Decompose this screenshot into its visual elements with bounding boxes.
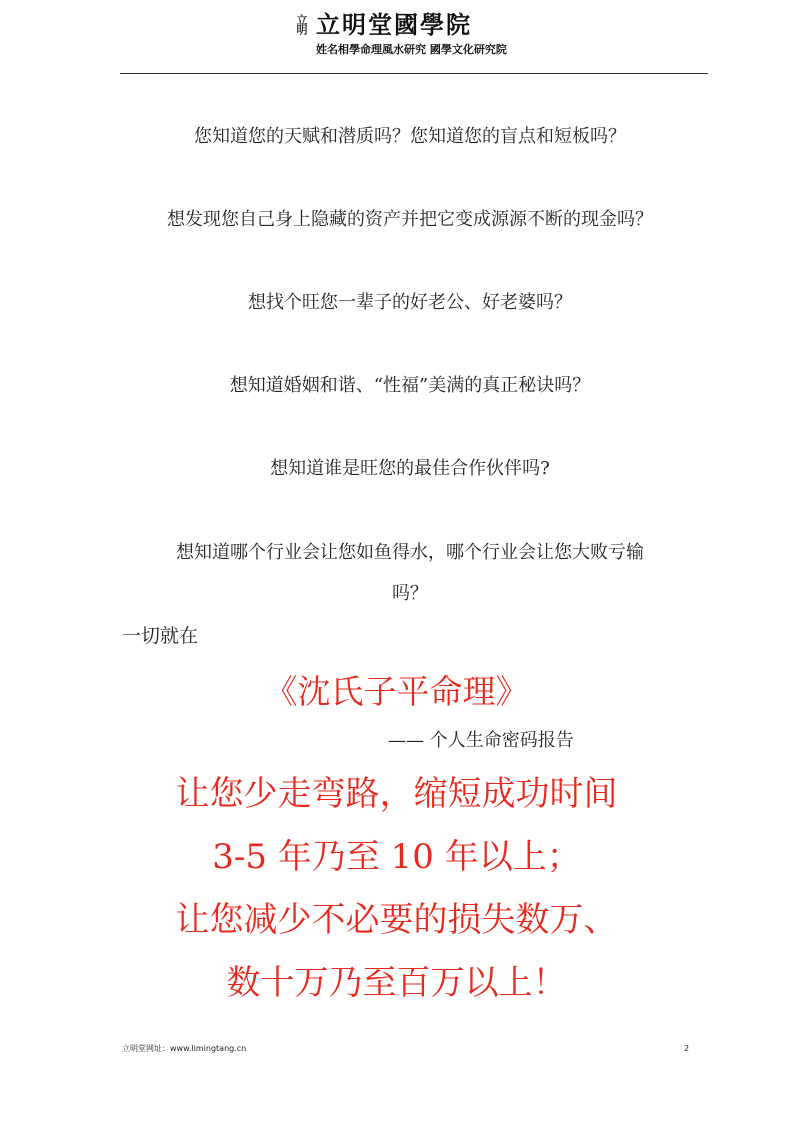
question-talents: 您知道您的天赋和潜质吗？您知道您的盲点和短板吗？	[194, 126, 626, 147]
question-spouse: 想找个旺您一辈子的好老公、好老婆吗？	[248, 292, 572, 313]
promise-line-2: 3-5 年乃至 10 年以上；	[212, 837, 581, 877]
header-divider	[120, 73, 708, 74]
promise-line-1: 让您少走弯路，缩短成功时间	[175, 774, 618, 814]
brand-name: 立明堂國學院	[316, 11, 472, 39]
question-partner: 想知道谁是旺您的最佳合作伙伴吗?	[270, 458, 550, 479]
book-subtitle: —— 个人生命密码报告	[388, 730, 574, 751]
brand-subtitle: 姓名相學命理風水研究 國學文化研究院	[316, 43, 507, 56]
question-marriage: 想知道婚姻和谐、“性福”美满的真正秘诀吗？	[229, 375, 591, 396]
lead-in-text: 一切就在	[122, 625, 199, 647]
logo-seal: 立明	[295, 14, 308, 34]
question-hidden-assets: 想发现您自己身上隐藏的资产并把它变成源源不断的现金吗？	[167, 209, 653, 230]
page-number: 2	[684, 1044, 690, 1053]
footer-website: 立明堂网址：www.limingtang.cn	[122, 1044, 247, 1053]
promise-line-3: 让您减少不必要的损失数万、	[175, 900, 618, 940]
page-header	[0, 0, 793, 74]
promise-line-4: 数十万乃至百万以上！	[226, 963, 567, 1003]
question-industry-continued: 吗？	[392, 583, 428, 604]
book-title: 《沈氏子平命理》	[264, 672, 529, 711]
question-industry: 想知道哪个行业会让您如鱼得水，哪个行业会让您大败亏输	[176, 542, 644, 563]
